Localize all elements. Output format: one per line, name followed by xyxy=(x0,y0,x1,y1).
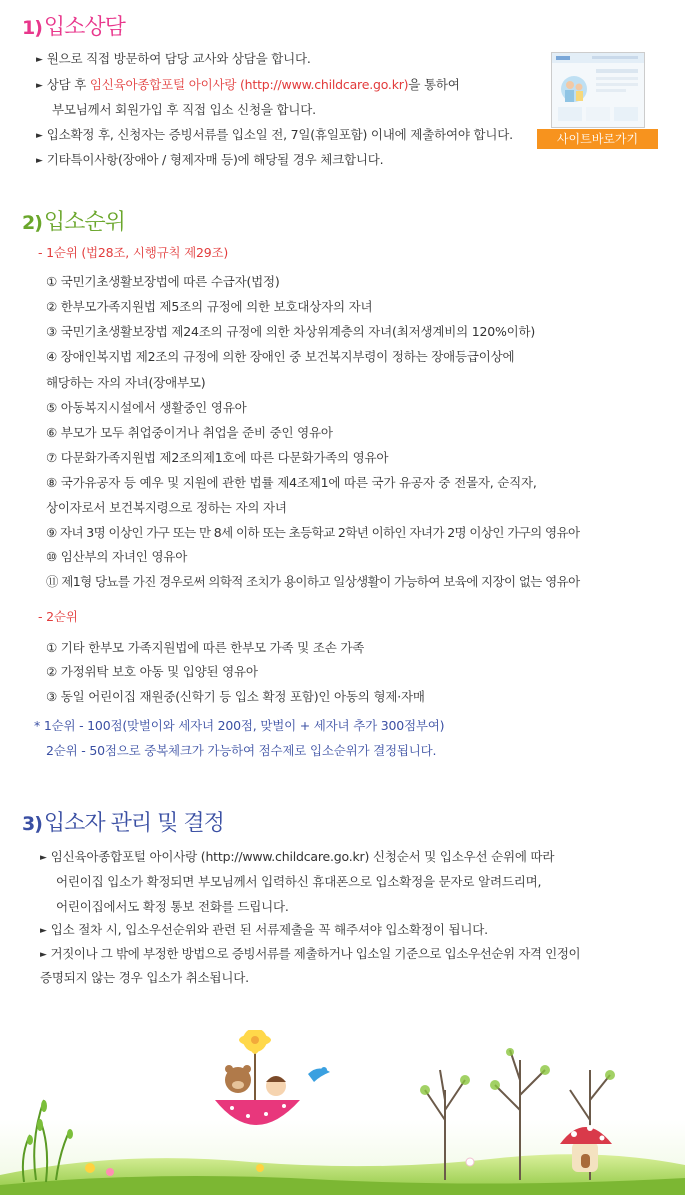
rank1-item: ① 국민기초생활보장법에 따른 수급자(법정) xyxy=(46,274,280,289)
bullet-icon: ► xyxy=(40,926,47,936)
bullet-icon: ► xyxy=(36,81,43,91)
bullet-icon: ► xyxy=(36,156,43,166)
section1-heading xyxy=(22,10,125,41)
site-shortcut-button[interactable]: 사이트바로가기 xyxy=(537,129,658,149)
s1-line-2-text-b: 을 통하여 xyxy=(408,77,460,92)
s3-line-text: 거짓이나 그 밖에 부정한 방법으로 증빙서류를 제출하거나 입소일 기준으로 입소우선순위 자격 인정이 xyxy=(50,946,581,961)
s1-line-4 xyxy=(36,125,513,143)
rank1-item: ⑨ 자녀 3명 이상인 가구 또는 만 8세 이하 또는 초등학교 2학년 이하인 자녀가 2명 이상인 가구의 영유아 xyxy=(46,525,580,540)
section3-number: 3) xyxy=(22,813,42,835)
s3-line xyxy=(40,944,580,962)
site-thumbnail[interactable] xyxy=(551,52,645,128)
score-note-1: * 1순위 - 100점(맞벌이와 세자녀 200점, 맞벌이 + 세자녀 추가 300점부여) xyxy=(34,718,445,733)
rank1-item: ⑪ 제1형 당뇨를 가진 경우로써 의학적 조치가 용이하고 일상생활이 가능하여 보육에 지장이 없는 영유아 xyxy=(46,574,580,589)
s3-line xyxy=(40,920,488,938)
s1-line-1-text: 원으로 직접 방문하여 담당 교사와 상담을 합니다. xyxy=(46,51,311,66)
s1-line-3: 부모님께서 회원가입 후 직접 입소 신청을 합니다. xyxy=(52,102,316,117)
s3-line: 증명되지 않는 경우 입소가 취소됩니다. xyxy=(40,970,249,985)
section2-title: 입소순위 xyxy=(43,210,125,235)
rank1-item: 상이자로서 보건복지령으로 정하는 자의 자녀 xyxy=(46,500,287,515)
section2-number: 2) xyxy=(22,212,42,234)
bullet-icon: ► xyxy=(36,131,43,141)
rank1-item: 해당하는 자의 자녀(장애부모) xyxy=(46,375,206,390)
bullet-icon: ► xyxy=(36,55,43,65)
rank1-item: ④ 장애인복지법 제2조의 규정에 의한 장애인 중 보건복지부령이 정하는 장애등급이상에 xyxy=(46,349,515,364)
rank1-item: ⑤ 아동복지시설에서 생활중인 영유아 xyxy=(46,400,247,415)
rank2-item: ② 가정위탁 보호 아동 및 입양된 영유아 xyxy=(46,664,258,679)
s3-line: 어린이집에서도 확정 통보 전화를 드립니다. xyxy=(56,899,289,914)
site-thumbnail-image xyxy=(552,53,644,127)
bullet-icon: ► xyxy=(40,853,47,863)
rank1-heading: - 1순위 (법28조, 시행규칙 제29조) xyxy=(38,245,229,260)
rank1-item: ⑩ 임산부의 자녀인 영유아 xyxy=(46,549,188,564)
s3-line: 어린이집 입소가 확정되면 부모님께서 입력하신 휴대폰으로 입소확정을 문자로 알려드리며, xyxy=(56,874,542,889)
rank1-item: ③ 국민기초생활보장법 제24조의 규정에 의한 차상위계층의 자녀(최저생계비의 120%이하) xyxy=(46,324,536,339)
section3-heading xyxy=(22,806,224,837)
s3-line-text: 입소 절차 시, 입소우선순위와 관련 된 서류제출을 꼭 해주셔야 입소확정이 됩니다. xyxy=(50,922,488,937)
section2-heading xyxy=(22,205,125,236)
footer-illustration xyxy=(0,1030,685,1195)
s3-line-text: 임신육아종합포털 아이사랑 (http://www.childcare.go.kr) 신청순서 및 입소우선 순위에 따라 xyxy=(50,849,555,864)
s1-line-1 xyxy=(36,49,311,67)
rank1-item: ⑦ 다문화가족지원법 제2조의제1호에 따른 다문화가족의 영유아 xyxy=(46,450,389,465)
s3-line xyxy=(40,847,554,865)
rank1-item: ② 한부모가족지원법 제5조의 규정에 의한 보호대상자의 자녀 xyxy=(46,299,373,314)
rank1-item: ⑥ 부모가 모두 취업중이거나 취업을 준비 중인 영유아 xyxy=(46,425,333,440)
rank2-heading: - 2순위 xyxy=(38,609,78,624)
rank1-item: ⑧ 국가유공자 등 예우 및 지원에 관한 법률 제4조제1에 따른 국가 유공자 중 전몰자, 순직자, xyxy=(46,475,537,490)
score-note-2: 2순위 - 50점으로 중복체크가 가능하여 점수제로 입소순위가 결정됩니다. xyxy=(46,743,437,758)
section1-number: 1) xyxy=(22,17,42,39)
s1-line-5 xyxy=(36,150,383,168)
bullet-icon: ► xyxy=(40,950,47,960)
rank2-item: ③ 동일 어린이집 재원중(신학기 등 입소 확정 포함)인 아동의 형제·자매 xyxy=(46,689,425,704)
rank2-item: ① 기타 한부모 가족지원법에 따른 한부모 가족 및 조손 가족 xyxy=(46,640,365,655)
s1-line-2 xyxy=(36,75,460,93)
s1-line-2-text-a: 상담 후 xyxy=(46,77,90,92)
section1-title: 입소상담 xyxy=(43,15,125,40)
s1-line-4-text: 입소확정 후, 신청자는 증빙서류를 입소일 전, 7일(휴일포함) 이내에 제출하여야 합니다. xyxy=(46,127,513,142)
umbrella-bear-icon xyxy=(215,1030,300,1125)
section3-title: 입소자 관리 및 결정 xyxy=(43,811,224,836)
bird-icon xyxy=(308,1067,330,1082)
s1-line-5-text: 기타특이사항(장애아 / 형제자매 등)에 해당될 경우 체크합니다. xyxy=(46,152,384,167)
childcare-portal-link[interactable]: 임신육아종합포털 아이사랑 (http://www.childcare.go.kr) xyxy=(89,77,409,92)
